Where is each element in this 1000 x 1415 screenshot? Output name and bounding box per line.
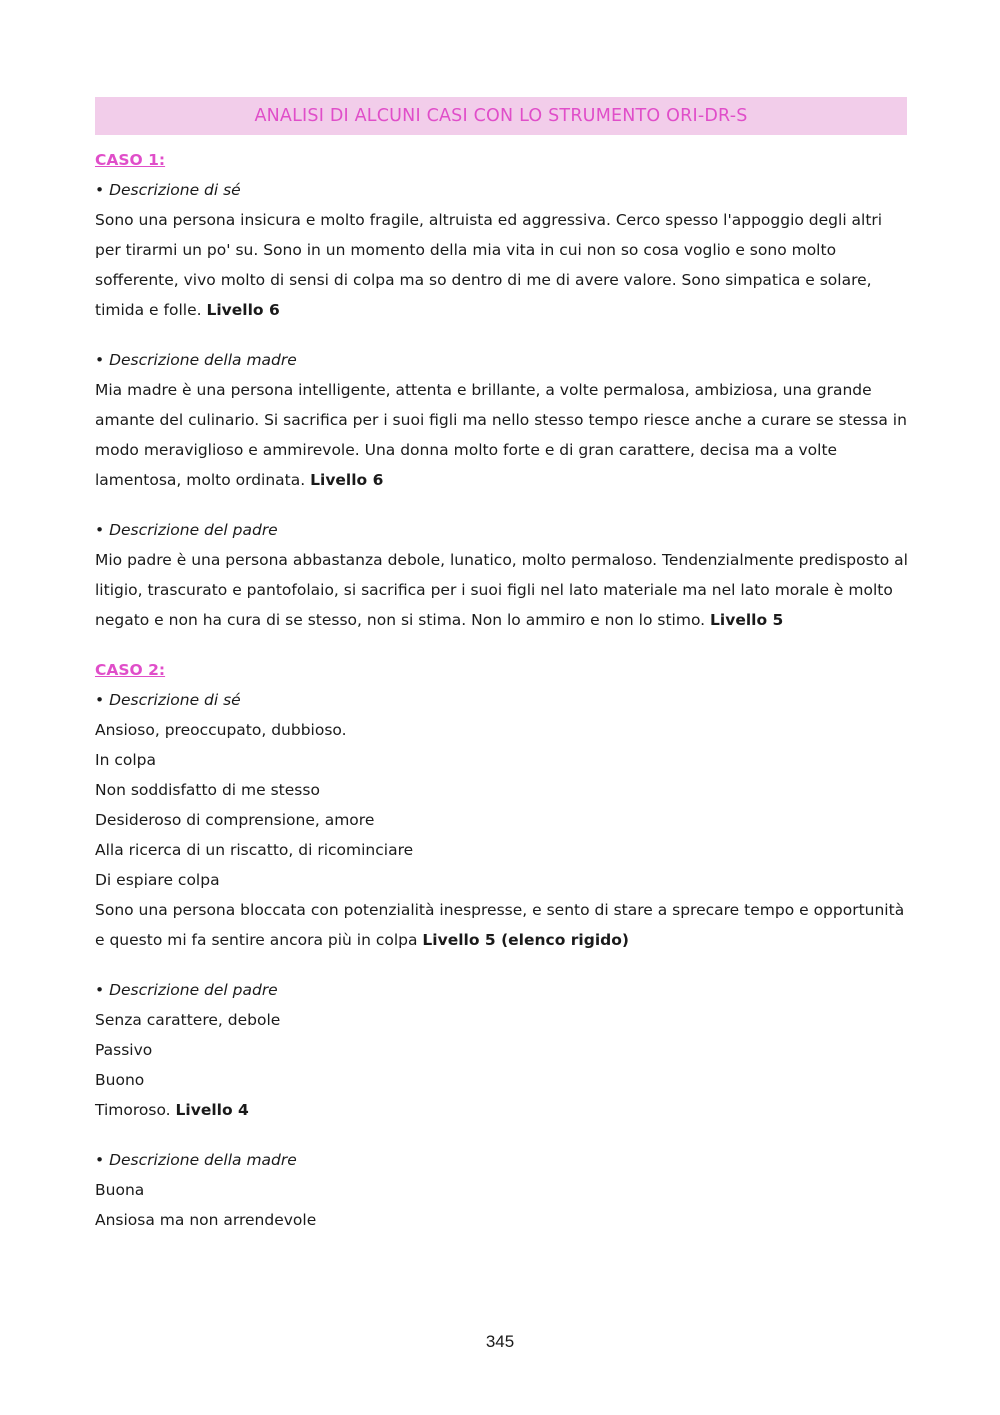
page-number: 345: [485, 1332, 515, 1351]
title-banner: [95, 97, 907, 135]
caso2-self-label: • Descrizione di sé: [95, 691, 241, 709]
caso2-father-line: Passivo: [95, 1041, 153, 1059]
caso1-self-label: • Descrizione di sé: [95, 181, 241, 199]
caso2-father-level: Livello 4: [175, 1101, 249, 1119]
caso1-mother-paragraph: [95, 375, 910, 495]
document-body: [95, 145, 910, 1235]
caso2-father-line: Buono: [95, 1071, 145, 1089]
caso1-self-level: Livello 6: [206, 301, 280, 319]
caso2-mother-line: Buona: [95, 1181, 145, 1199]
caso2-father-label: • Descrizione del padre: [95, 981, 278, 999]
caso1-father-text: Mio padre è una persona abbastanza debole, lunatico, molto permaloso. Tendenzialmente predisposto al litigio, trascurato e pantofolaio, si sacrifica per i suoi figli nel lato materiale ma nel lato morale è molto negato e non ha cura di se stesso, non si stima. Non lo ammiro e non lo stimo.: [95, 551, 908, 629]
caso1-self-paragraph: [95, 205, 910, 325]
caso1-father-label: • Descrizione del padre: [95, 521, 278, 539]
caso2-father-line: Senza carattere, debole: [95, 1011, 281, 1029]
caso1-father-paragraph: [95, 545, 910, 635]
caso2-self-level: Livello 5 (elenco rigido): [422, 931, 629, 949]
caso1-heading: CASO 1:: [95, 151, 166, 169]
caso2-father-last-line: [95, 1095, 910, 1125]
caso1-mother-text: Mia madre è una persona intelligente, attenta e brillante, a volte permalosa, ambiziosa, una grande amante del culinario. Si sacrifica per i suoi figli ma nello stesso tempo riesce anche a curare se stessa in modo meraviglioso e ammirevole. Una donna molto forte e di gran carattere, decisa ma a volte lamentosa, molto ordinata.: [95, 381, 907, 489]
caso2-self-paragraph: [95, 895, 910, 955]
caso2-self-text: Sono una persona bloccata con potenzialità inespresse, e sento di stare a sprecare tempo e opportunità e questo mi fa sentire ancora più in colpa: [95, 901, 905, 949]
caso1-father-level: Livello 5: [710, 611, 784, 629]
caso1-mother-level: Livello 6: [310, 471, 384, 489]
caso2-self-line: Ansioso, preoccupato, dubbioso.: [95, 721, 347, 739]
caso2-self-line: In colpa: [95, 751, 156, 769]
caso2-self-line: Non soddisfatto di me stesso: [95, 781, 320, 799]
caso2-mother-line: Ansiosa ma non arrendevole: [95, 1211, 317, 1229]
caso1-self-text: Sono una persona insicura e molto fragile, altruista ed aggressiva. Cerco spesso l'appoggio degli altri per tirarmi un po' su. Sono in un momento della mia vita in cui non so cosa voglio e sono molto sofferente, vivo molto di sensi di colpa ma so dentro di me di avere valore. Sono simpatica e solare, timida e folle.: [95, 211, 883, 319]
caso2-heading: CASO 2:: [95, 661, 166, 679]
caso2-self-line: Alla ricerca di un riscatto, di ricominciare: [95, 841, 414, 859]
caso2-self-line: Di espiare colpa: [95, 871, 220, 889]
caso2-self-line: Desideroso di comprensione, amore: [95, 811, 375, 829]
caso2-father-last: Timoroso.: [95, 1101, 171, 1119]
caso1-mother-label: • Descrizione della madre: [95, 351, 297, 369]
caso2-mother-label: • Descrizione della madre: [95, 1151, 297, 1169]
page-title: ANALISI DI ALCUNI CASI CON LO STRUMENTO ORI-DR-S: [254, 106, 748, 126]
